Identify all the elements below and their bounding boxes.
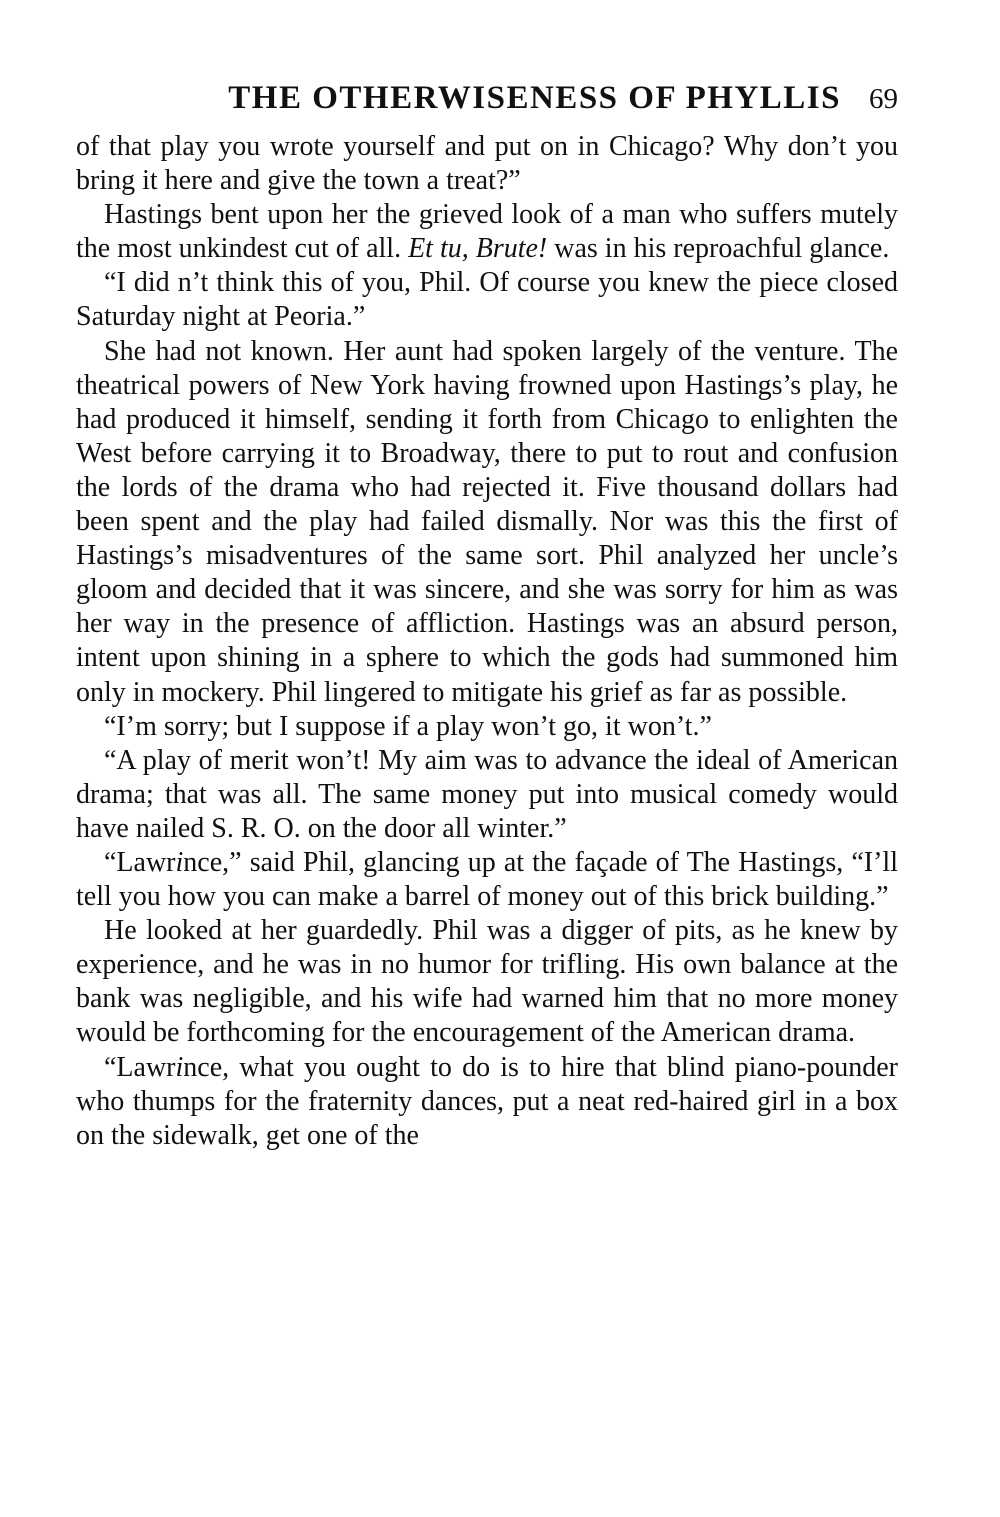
paragraph-text: was in his reproachful glance. bbox=[547, 233, 890, 265]
paragraph: “I’m sorry; but I suppose if a play won’t go, it won’t.” bbox=[104, 710, 712, 742]
paragraph: He looked at her guardedly. Phil was a digger of pits, as he knew by experience, and he was in no humor for trifling. His own balance at the bank was negligible, and his wife had warned him that no more money would be forthcoming for the encouragement of the American drama. bbox=[76, 915, 898, 1049]
page-number: 69 bbox=[869, 83, 898, 115]
paragraph: “I did n’t think this of you, Phil. Of course you knew the piece closed Saturday night at Peoria.” bbox=[76, 267, 898, 333]
paragraph-text: nce,” said Phil, glancing up at the façade of The Hastings, “I’ll tell you how you can make a barrel of money out of this brick building.” bbox=[76, 846, 898, 913]
paragraph: “A play of merit won’t! My aim was to advance the ideal of American drama; that was all. The same money put into musical comedy would have nailed S. R. O. on the door all winter.” bbox=[76, 744, 898, 844]
paragraph: She had not known. Her aunt had spoken largely of the venture. The theatrical powers of New York having frowned upon Hastings’s play, he had produced it himself, sending it forth from Chicago to enlighten the West before carrying it to Broadway, there to put to rout and confusion the lords of the drama who had rejected it. Five thousand dollars had been spent and the play had failed dismally. Nor was this the first of Hastings’s misadventures of the same sort. Phil analyzed her uncle’s gloom and decided that it was sincere, and she was sorry for him as was her way in the presence of affliction. Hastings was an absurd person, intent upon shining in a sphere to which the gods had summoned him only in mockery. Phil lingered to mitigate his grief as far as possible. bbox=[76, 335, 898, 708]
paragraph bbox=[76, 1051, 898, 1153]
body-text bbox=[76, 130, 898, 1153]
paragraph bbox=[76, 846, 898, 914]
paragraph-continued: of that play you wrote yourself and put on in Chicago? Why don’t you bring it here and give the town a treat?” bbox=[76, 131, 898, 197]
paragraph-text: “Lawr bbox=[104, 1051, 176, 1083]
paragraph-text: “Lawr bbox=[104, 846, 176, 878]
running-head bbox=[76, 80, 898, 130]
latin-quote: Et tu, Brute! bbox=[408, 233, 548, 265]
book-page bbox=[76, 80, 898, 1153]
paragraph-text: Hastings bent upon her the grieved look of a man who suffers mutely the most unkindest cut of all. bbox=[76, 199, 898, 265]
paragraph-text: nce, what you ought to do is to hire that blind piano-pounder who thumps for the fraternity dances, put a neat red-haired girl in a box on the sidewalk, get one of the bbox=[76, 1051, 898, 1151]
emphasized-letter: i bbox=[175, 846, 184, 878]
paragraph bbox=[76, 198, 898, 266]
running-title: THE OTHERWISENESS OF PHYLLIS bbox=[228, 80, 841, 116]
emphasized-letter: i bbox=[175, 1051, 184, 1083]
